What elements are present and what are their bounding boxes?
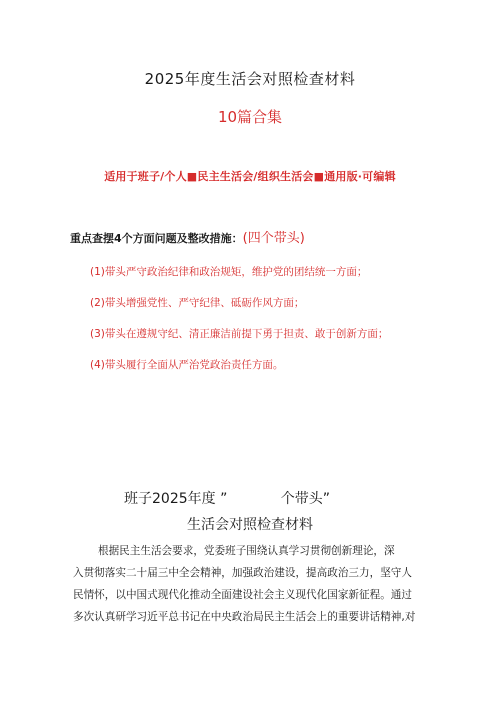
focus-point-3: (3)带头在遵规守纪、清正廉洁前提下勇于担责、敢于创新方面； xyxy=(90,328,389,340)
document-tagline: 适用于班子/个人■民主生活会/组织生活会■通用版·可编辑 xyxy=(104,170,396,183)
paragraph-line-1: 根据民主生活会要求，党委班子围绕认真学习贯彻创新理论，深 xyxy=(98,545,395,557)
focus-point-4: (4)带头履行全面从严治党政治责任方面。 xyxy=(90,359,284,371)
section-title-line1: 班子2025年度 ” 个带头” xyxy=(124,491,330,507)
focus-heading-text: 重点查摆4个方面问题及整改措施： xyxy=(70,232,243,245)
paragraph-line-3: 民情怀，以中国式现代化推动全面建设社会主义现代化国家新征程。通过 xyxy=(73,589,412,601)
focus-point-2: (2)带头增强党性、严守纪律、砥砺作风方面； xyxy=(90,297,305,309)
section-title-line2: 生活会对照检查材料 xyxy=(187,517,313,533)
focus-point-1: (1)带头严守政治纪律和政治规矩，维护党的团结统一方面； xyxy=(90,266,368,278)
document-title: 2025年度生活会对照检查材料 xyxy=(144,70,356,88)
focus-heading-accent: (四个带头) xyxy=(242,231,305,246)
paragraph-line-4: 多次认真研学习近平总书记在中央政治局民主生活会上的重要讲话精神,对 xyxy=(73,611,416,623)
focus-heading xyxy=(70,227,305,246)
paragraph-line-2: 入贯彻落实二十届三中全会精神，加强政治建设，提高政治三力，坚守人 xyxy=(73,567,412,579)
document-subtitle: 10篇合集 xyxy=(217,108,283,126)
